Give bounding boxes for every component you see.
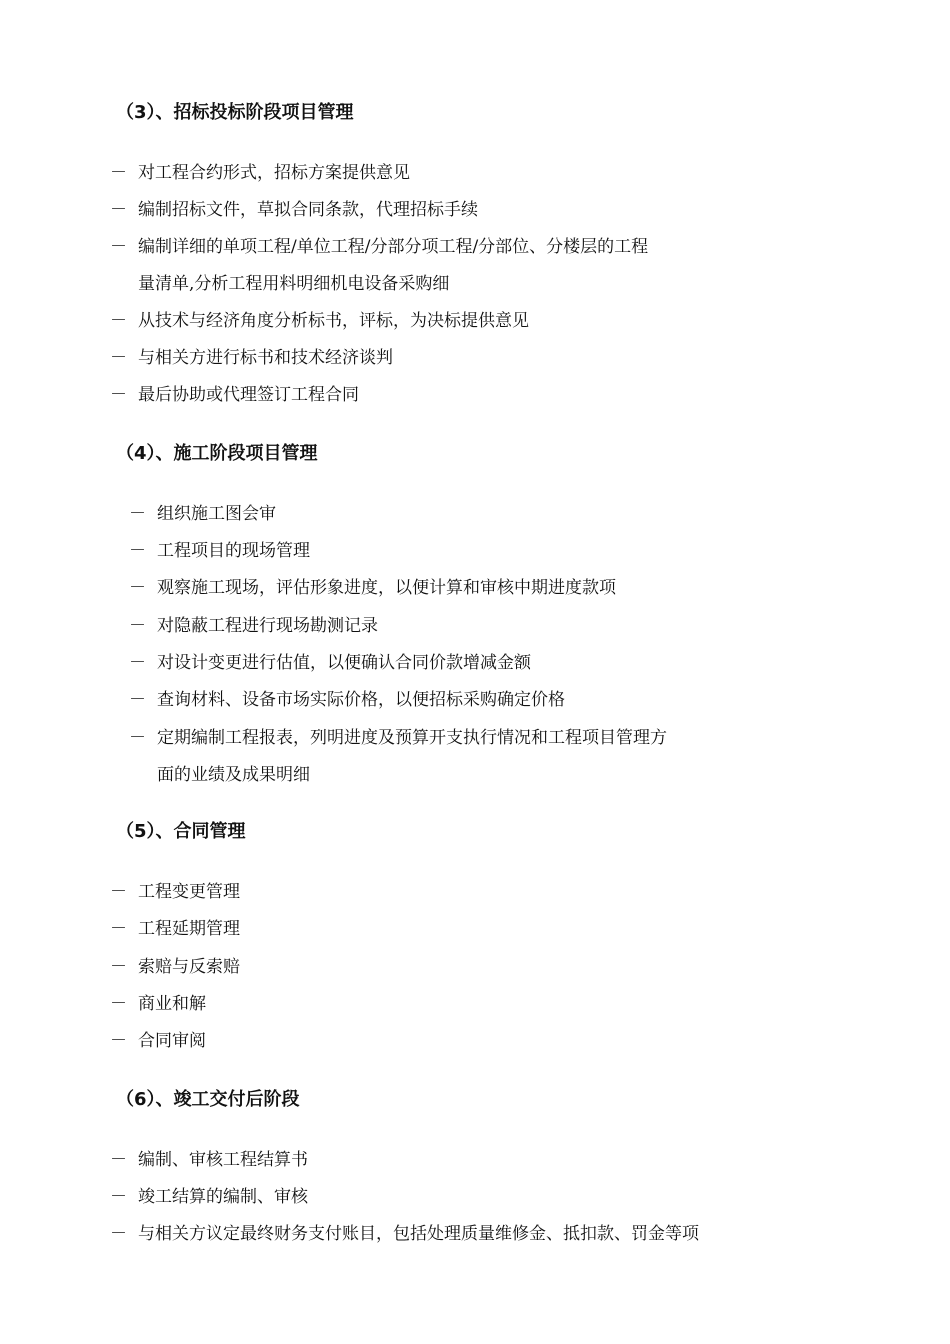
list-item-text: 对隐蔽工程进行现场勘测记录: [157, 616, 378, 636]
list-item-text: 商业和解: [138, 994, 206, 1014]
list-item-text: 与相关方议定最终财务支付账目，包括处理质量维修金、抵扣款、罚金等项: [138, 1224, 699, 1244]
dash-bullet: －: [129, 541, 146, 561]
list-item-text: 工程变更管理: [138, 882, 240, 902]
dash-bullet: －: [110, 1187, 127, 1207]
dash-bullet: －: [110, 385, 127, 405]
list-item-text: 观察施工现场，评估形象进度，以便计算和审核中期进度款项: [157, 578, 616, 598]
dash-bullet: －: [110, 882, 127, 902]
list-item-text: 索赔与反索赔: [138, 957, 240, 977]
list-item-text: 合同审阅: [138, 1031, 206, 1051]
list-item-text: 最后协助或代理签订工程合同: [138, 385, 359, 405]
dash-bullet: －: [129, 616, 146, 636]
dash-bullet: －: [110, 1031, 127, 1051]
dash-bullet: －: [129, 690, 146, 710]
list-item-text: 工程项目的现场管理: [157, 541, 310, 561]
dash-bullet: －: [110, 237, 127, 257]
section-heading-4: （4）、施工阶段项目管理: [116, 443, 318, 464]
list-item-text: 定期编制工程报表，列明进度及预算开支执行情况和工程项目管理方: [157, 728, 667, 748]
section-heading-6: （6）、竣工交付后阶段: [116, 1089, 300, 1110]
dash-bullet: －: [110, 200, 127, 220]
dash-bullet: －: [129, 653, 146, 673]
dash-bullet: －: [110, 311, 127, 331]
list-item-text: 编制详细的单项工程/单位工程/分部分项工程/分部位、分楼层的工程: [138, 237, 649, 257]
dash-bullet: －: [110, 957, 127, 977]
list-item-text: 查询材料、设备市场实际价格，以便招标采购确定价格: [157, 690, 565, 710]
dash-bullet: －: [129, 578, 146, 598]
list-item-continuation: 面的业绩及成果明细: [157, 765, 310, 785]
list-item-text: 对工程合约形式，招标方案提供意见: [138, 163, 410, 183]
list-item-text: 从技术与经济角度分析标书，评标，为决标提供意见: [138, 311, 529, 331]
list-item-text: 工程延期管理: [138, 919, 240, 939]
dash-bullet: －: [110, 994, 127, 1014]
list-item-continuation: 量清单,分析工程用料明细机电设备采购细: [138, 274, 450, 294]
dash-bullet: －: [110, 1224, 127, 1244]
dash-bullet: －: [110, 919, 127, 939]
list-item-text: 竣工结算的编制、审核: [138, 1187, 308, 1207]
list-item-text: 编制招标文件，草拟合同条款，代理招标手续: [138, 200, 478, 220]
list-item-text: 与相关方进行标书和技术经济谈判: [138, 348, 393, 368]
dash-bullet: －: [129, 504, 146, 524]
list-item-text: 编制、审核工程结算书: [138, 1150, 308, 1170]
dash-bullet: －: [110, 348, 127, 368]
list-item-text: 组织施工图会审: [157, 504, 276, 524]
dash-bullet: －: [110, 1150, 127, 1170]
list-item-text: 对设计变更进行估值，以便确认合同价款增减金额: [157, 653, 531, 673]
section-heading-3: （3）、招标投标阶段项目管理: [116, 102, 354, 123]
dash-bullet: －: [129, 728, 146, 748]
dash-bullet: －: [110, 163, 127, 183]
section-heading-5: （5）、合同管理: [116, 821, 246, 842]
